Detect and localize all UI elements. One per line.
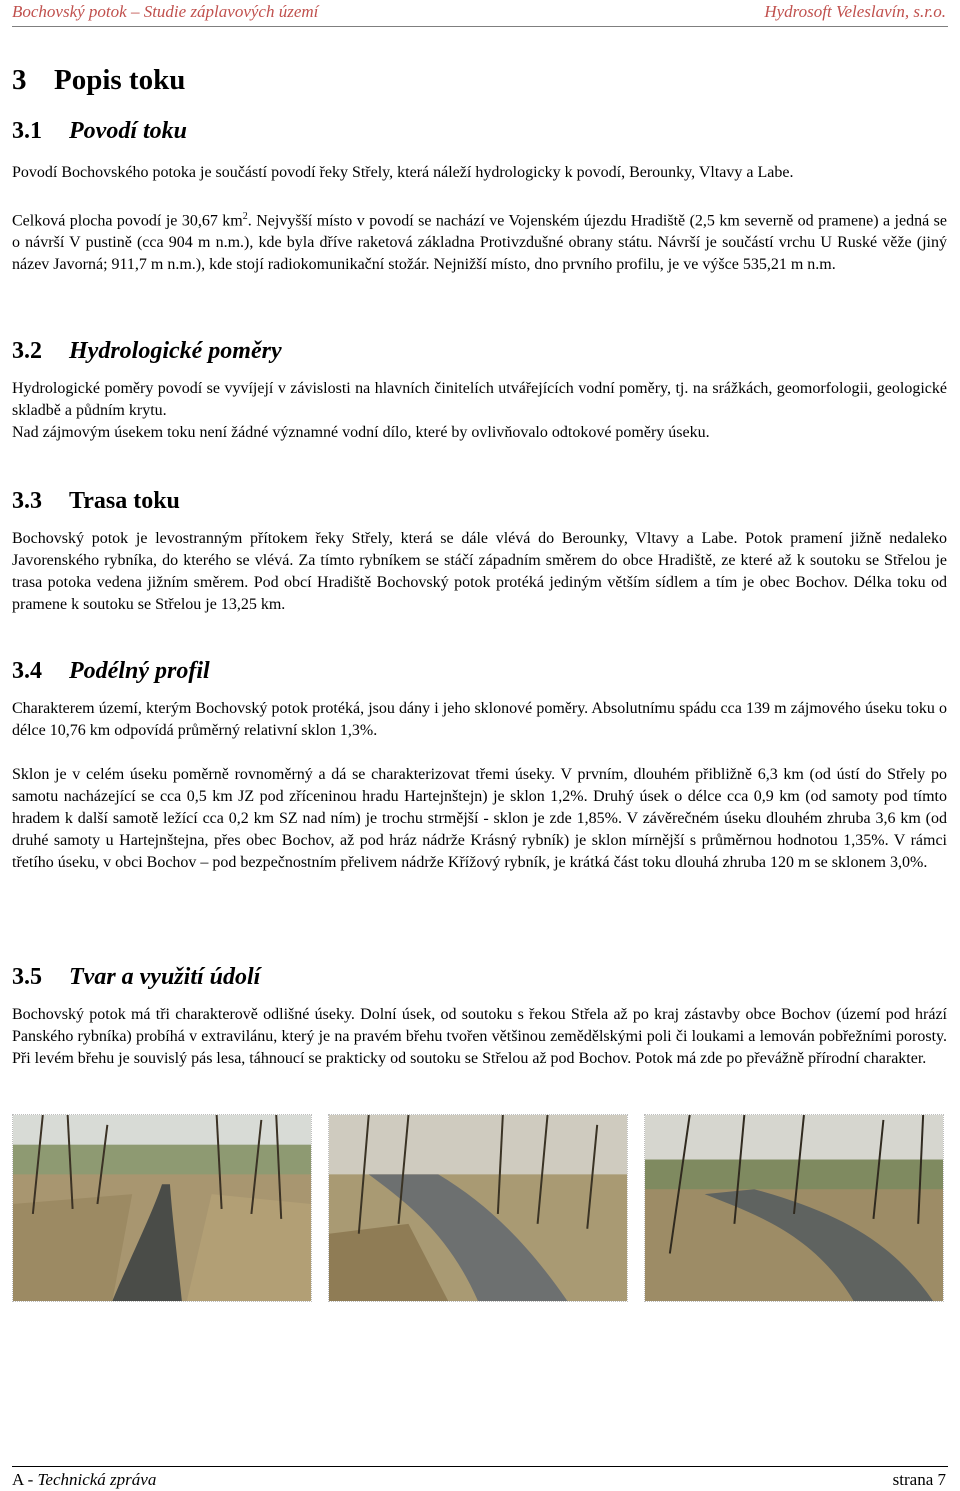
page-number: strana 7 bbox=[892, 1470, 946, 1489]
chapter-title: Popis toku bbox=[54, 64, 186, 96]
paragraph: Nad zájmovým úsekem toku není žádné významné vodní dílo, které by ovlivňovalo odtokové poměry úseku. bbox=[12, 424, 710, 441]
photo-stream-3 bbox=[644, 1114, 944, 1302]
paragraph-text: Celková plocha povodí je 30,67 km bbox=[12, 212, 243, 230]
footer-document-name: Technická zpráva bbox=[37, 1470, 157, 1489]
chapter-heading bbox=[12, 64, 185, 97]
paragraph: Bochovský potok je levostranným přítokem řeky Střely, která se dále vlévá do Berounky, Vltavy a Labe. Potok pramení jižně nedaleko Javorenského rybníka, do kterého se vlévá. Za tímto rybníkem se stáčí západním směrem do obce Hradiště, ze které až k soutoku se Střelou je trasa potoka vedena jižním směrem. Pod obcí Hradiště Bochovský potok protéká jediným větším sídlem a tím je obec Bochov. Délka toku od pramene k soutoku se Střelou je 13,25 km. bbox=[12, 530, 947, 613]
running-header-company: Hydrosoft Veleslavín, s.r.o. bbox=[764, 2, 946, 21]
photo-stream-2 bbox=[328, 1114, 628, 1302]
superscript: 2 bbox=[242, 211, 248, 222]
section-heading-3-2 bbox=[12, 338, 282, 365]
paragraph-text: . Nejvyšší místo v povodí se nachází ve Vojenském újezdu Hradiště (2,5 km severně od pramene) a jedná se o návrší V pustině (cca 904 m n.m.), kde byla dříve raketová základna Protivzdušné obrany státu. Návrší je součástí vrchu U Ruské věže (jiný název Javorná; 911,7 m n.m.), kde stojí radiokomunikační stožár. Nejnižší místo, dno prvního profilu, je ve výšce 535,21 m n.m. bbox=[12, 212, 948, 274]
header-divider bbox=[12, 26, 948, 27]
footer-document-label bbox=[12, 1470, 156, 1490]
footer-prefix: A - bbox=[12, 1470, 38, 1489]
photo-stream-1 bbox=[12, 1114, 312, 1302]
section-heading-3-4 bbox=[12, 658, 210, 685]
section-title: Podélný profil bbox=[69, 658, 210, 684]
paragraph: Povodí Bochovského potoka je součástí povodí řeky Střely, která náleží hydrologicky k povodí, Berounky, Vltavy a Labe. bbox=[12, 164, 794, 181]
chapter-number: 3 bbox=[12, 64, 27, 96]
section-title: Hydrologické poměry bbox=[69, 338, 282, 364]
running-header-title: Bochovský potok – Studie záplavových území bbox=[12, 2, 319, 21]
paragraph: Sklon je v celém úseku poměrně rovnoměrný a dá se charakterizovat třemi úseky. V prvním, dlouhém přibližně 6,3 km (od ústí do Střely po samotu nacházející se cca 0,5 km JZ pod zříceninou hradu Hartejnštejn) je sklon 1,2%. Druhý úsek o délce cca 0,9 km (od samoty pod tímto hradem k další samotě ležící cca 0,2 km SZ nad ním) je trochu strmější - sklon je zde 1,85%. V závěrečném úseku dlouhém zhruba 3,6 km (od druhé samoty u Hartejnštejna, přes obec Bochov, až pod hráz nádrže Krásný rybník) je sklon mírnější s průměrnou hodnotou 1,35%. V rámci třetího úseku, v obci Bochov – pod bezpečnostním přelivem nádrže Křížový rybník, je krátká část toku dlouhá zhruba 120 m se sklonem 3,0%. bbox=[12, 766, 947, 871]
paragraph bbox=[12, 206, 947, 276]
section-heading-3-1 bbox=[12, 118, 187, 145]
paragraph: Charakterem území, kterým Bochovský potok protéká, jsou dány i jeho sklonové poměry. Absolutnímu spádu cca 139 m zájmového úseku toku o délce 10,76 km odpovídá průměrný relativní sklon 1,3%. bbox=[12, 700, 947, 739]
section-heading-3-5 bbox=[12, 964, 260, 991]
section-title: Tvar a využití údolí bbox=[69, 964, 261, 990]
paragraph: Hydrologické poměry povodí se vyvíjejí v závislosti na hlavních činitelích utvářejících vodní poměry, tj. na srážkách, geomorfologii, geologické skladbě a půdním krytu. bbox=[12, 380, 947, 419]
section-title: Povodí toku bbox=[69, 118, 187, 144]
section-heading-3-3 bbox=[12, 488, 180, 515]
section-title: Trasa toku bbox=[69, 488, 180, 514]
section-number: 3.1 bbox=[12, 118, 42, 144]
section-number: 3.3 bbox=[12, 488, 42, 514]
paragraph: Bochovský potok má tři charakterově odlišné úseky. Dolní úsek, od soutoku s řekou Střela až po kraj zástavby obce Bochov (území pod hrází Panského rybníka) probíhá v extravilánu, který je na pravém břehu tvořen většinou zemědělskými poli či loukami a lemován pobřežními porosty. Při levém břehu je souvislý pás lesa, táhnoucí se prakticky od soutoku se Střelou až pod Bochov. Potok má zde po převážně přírodní charakter. bbox=[12, 1006, 947, 1067]
section-number: 3.5 bbox=[12, 964, 42, 990]
section-number: 3.4 bbox=[12, 658, 42, 684]
section-number: 3.2 bbox=[12, 338, 42, 364]
footer-divider bbox=[12, 1466, 948, 1467]
